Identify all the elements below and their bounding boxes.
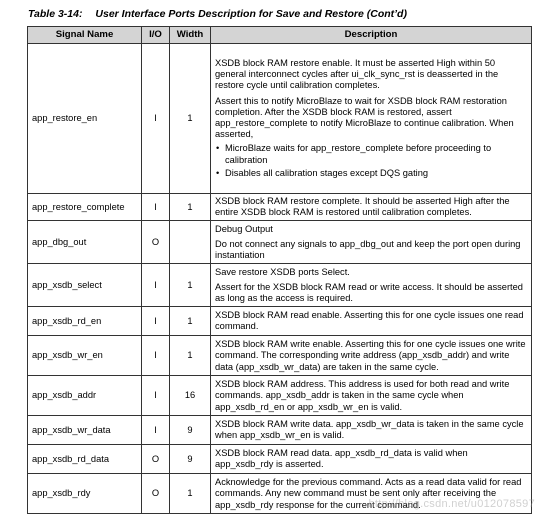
io-cell: I — [142, 264, 170, 307]
width-cell: 1 — [170, 336, 211, 376]
io-cell: O — [142, 474, 170, 514]
description-paragraph: XSDB block RAM write data. app_xsdb_wr_data is taken in the same cycle when app_xsdb_wr_en is valid. — [215, 419, 524, 441]
io-cell: I — [142, 376, 170, 416]
width-cell: 1 — [170, 264, 211, 307]
signal-name-cell: app_xsdb_wr_en — [28, 336, 142, 376]
description-cell — [211, 445, 532, 474]
signal-name-cell: app_xsdb_addr — [28, 376, 142, 416]
header-row — [28, 27, 532, 44]
io-cell: I — [142, 336, 170, 376]
table-title-suffix: (Cont’d) — [366, 8, 407, 20]
signal-name-cell: app_restore_en — [28, 44, 142, 194]
table-row — [28, 445, 532, 474]
description-paragraph: XSDB block RAM write enable. Asserting this for one cycle issues one write command. The corresponding write address (app_xsdb_addr) and write data (app_xsdb_wr_data) are taken in the same cycle. — [215, 339, 526, 372]
width-cell: 1 — [170, 194, 211, 221]
description-bullet: • Disables all calibration stages except DQS gating — [225, 168, 527, 179]
description-paragraph: Debug Output — [215, 223, 273, 234]
header-width: Width — [170, 27, 211, 44]
table-row — [28, 307, 532, 336]
description-cell — [211, 307, 532, 336]
table-caption — [28, 8, 407, 20]
description-paragraph: Assert this to notify MicroBlaze to wait for XSDB block RAM restoration completion. After the XSDB block RAM is restored, assert app_restore_complete to notify MicroBlaze to continue calibration. When asserted, — [215, 95, 514, 140]
io-cell: I — [142, 307, 170, 336]
description-cell — [211, 336, 532, 376]
signal-name-cell: app_xsdb_wr_data — [28, 416, 142, 445]
description-cell — [211, 264, 532, 307]
description-cell — [211, 194, 532, 221]
description-cell — [211, 376, 532, 416]
watermark: http://blog.csdn.net/u012078597 — [368, 498, 535, 510]
table-row — [28, 416, 532, 445]
header-description: Description — [211, 27, 532, 44]
width-cell: 1 — [170, 307, 211, 336]
description-paragraph: Assert for the XSDB block RAM read or write access. It should be asserted as long as the access is required. — [215, 281, 523, 303]
description-paragraph: Save restore XSDB ports Select. — [215, 266, 350, 277]
description-paragraph: XSDB block RAM address. This address is used for both read and write commands. app_xsdb_addr is taken in the same cycle when app_xsdb_rd_en or app_xsdb_wr_en is valid. — [215, 379, 510, 412]
table-row — [28, 336, 532, 376]
signal-name-cell: app_xsdb_select — [28, 264, 142, 307]
table-title: User Interface Ports Description for Save and Restore — [95, 8, 364, 20]
description-paragraph: Acknowledge for the previous command. Acts as a read data valid for read commands. Any new command must be sent only after receiving the app_xsdb_rdy response for the current command. — [215, 477, 522, 510]
signal-name-cell: app_xsdb_rdy — [28, 474, 142, 514]
description-bullet: • MicroBlaze waits for app_restore_complete before proceeding to calibration — [225, 143, 527, 165]
signal-name-cell: app_dbg_out — [28, 221, 142, 264]
width-cell: 16 — [170, 376, 211, 416]
table-row — [28, 264, 532, 307]
table-number: Table 3-14: — [28, 8, 83, 20]
ports-table — [27, 26, 532, 514]
io-cell: I — [142, 44, 170, 194]
description-bullet-list — [215, 143, 527, 179]
signal-name-cell: app_xsdb_rd_data — [28, 445, 142, 474]
description-paragraph: XSDB block RAM restore complete. It should be asserted High after the entire XSDB block RAM is restored until calibration completes. — [215, 196, 510, 218]
description-paragraph: XSDB block RAM read enable. Asserting this for one cycle issues one read command. — [215, 310, 524, 332]
description-paragraph: XSDB block RAM read data. app_xsdb_rd_data is valid when app_xsdb_rdy is asserted. — [215, 448, 468, 470]
description-cell — [211, 416, 532, 445]
width-cell: 1 — [170, 474, 211, 514]
width-cell — [170, 221, 211, 264]
description-paragraph: XSDB block RAM restore enable. It must be asserted High within 50 general interconnect cycles after ui_clk_sync_rst is deasserted in the restore cycle until calibration completes. — [215, 57, 499, 91]
header-io: I/O — [142, 27, 170, 44]
width-cell: 9 — [170, 445, 211, 474]
signal-name-cell: app_xsdb_rd_en — [28, 307, 142, 336]
io-cell: O — [142, 221, 170, 264]
signal-name-cell: app_restore_complete — [28, 194, 142, 221]
table-row — [28, 221, 532, 264]
description-cell — [211, 221, 532, 264]
table-row — [28, 194, 532, 221]
width-cell: 1 — [170, 44, 211, 194]
io-cell: I — [142, 194, 170, 221]
header-signal-name: Signal Name — [28, 27, 142, 44]
table-row — [28, 376, 532, 416]
table-row — [28, 44, 532, 194]
description-cell — [211, 44, 532, 194]
width-cell: 9 — [170, 416, 211, 445]
io-cell: O — [142, 445, 170, 474]
description-paragraph: Do not connect any signals to app_dbg_out and keep the port open during instantiation — [215, 238, 521, 260]
io-cell: I — [142, 416, 170, 445]
